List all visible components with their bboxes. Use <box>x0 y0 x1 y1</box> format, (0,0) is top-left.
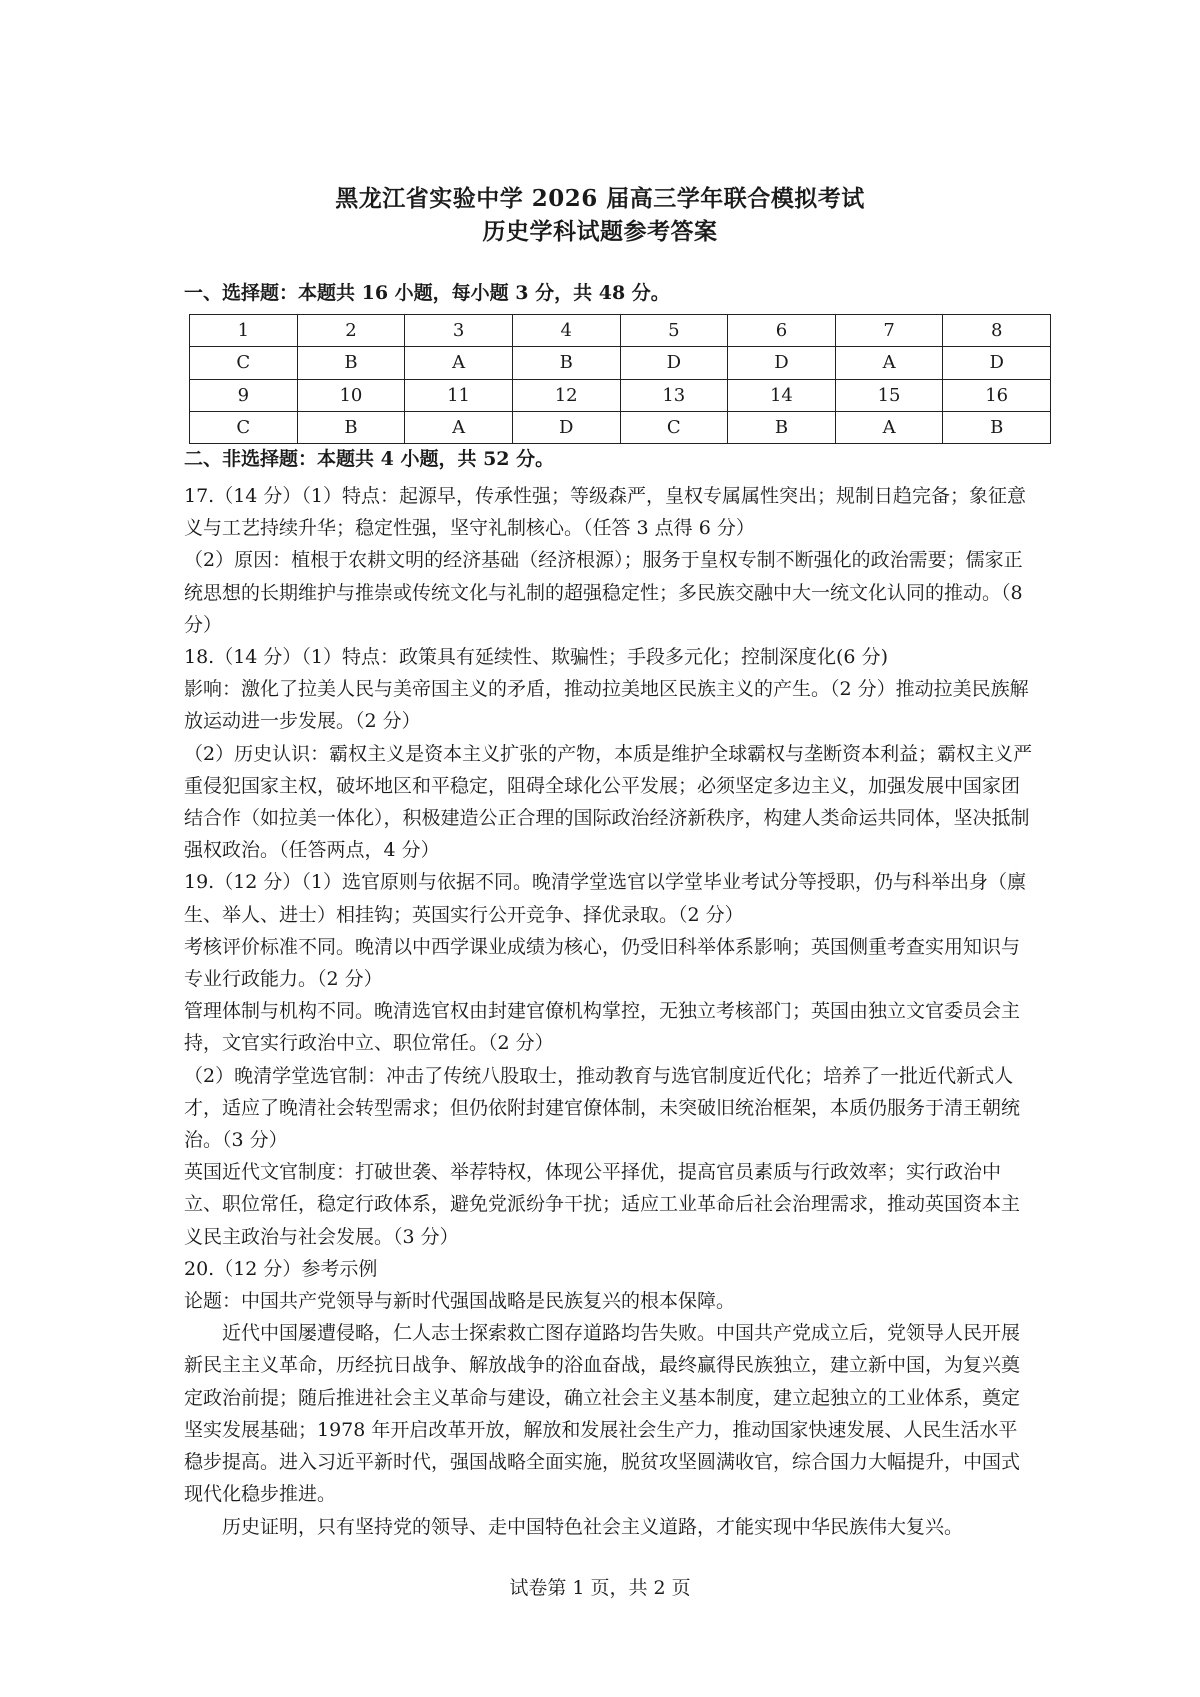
section-heading-choice: 一、选择题：本题共 16 小题，每小题 3 分，共 48 分。 <box>184 282 670 304</box>
answer-paragraph: 英国近代文官制度：打破世袭、举荐特权，体现公平择优，提高官员素质与行政效率；实行政治中立、职位常任，稳定行政体系，避免党派纷争干扰；适应工业革命后社会治理需求，推动英国资本主义民主政治与社会发展。（3 分） <box>184 1161 1021 1248</box>
answer-paragraph: （2）历史认识：霸权主义是资本主义扩张的产物，本质是维护全球霸权与垄断资本利益；霸权主义严重侵犯国家主权，破坏地区和平稳定，阻碍全球化公平发展；必须坚定多边主义，加强发展中国家团结合作（如拉美一体化），积极建造公正合理的国际政治经济新秩序，构建人类命运共同体，坚决抵制强权政治。（任答两点，4 分） <box>184 742 1033 862</box>
question-number-cell: 4 <box>512 315 620 347</box>
answer-letter-cell: B <box>943 411 1051 443</box>
answer-paragraph: （2）原因：植根于农耕文明的经济基础（经济根源）；服务于皇权专制不断强化的政治需要；儒家正统思想的长期维护与推崇或传统文化与礼制的超强稳定性；多民族交融中大一统文化认同的推动。（8 分） <box>184 549 1023 636</box>
question-number-cell: 10 <box>297 379 405 411</box>
answer-letter-cell: A <box>405 411 513 443</box>
answer-letter-cell: A <box>835 411 943 443</box>
answer-paragraph: 影响：激化了拉美人民与美帝国主义的矛盾，推动拉美地区民族主义的产生。（2 分）推动拉美民族解放运动进一步发展。（2 分） <box>184 678 1029 733</box>
answer-letter-cell: D <box>512 411 620 443</box>
answer-letter-cell: D <box>728 347 836 379</box>
answer-letter-cell: A <box>835 347 943 379</box>
answer-paragraph: 17.（14 分）（1）特点：起源早，传承性强；等级森严，皇权专属属性突出；规制日趋完备；象征意义与工艺持续升华；稳定性强，坚守礼制核心。（任答 3 点得 6 分） <box>184 485 1027 540</box>
question-number-cell: 11 <box>405 379 513 411</box>
answer-letter-cell: D <box>620 347 728 379</box>
essay-paragraph: 历史证明，只有坚持党的领导、走中国特色社会主义道路，才能实现中华民族伟大复兴。 <box>222 1515 964 1538</box>
answer-letter-cell: C <box>620 411 728 443</box>
answer-table-row <box>190 347 1051 379</box>
section-heading-nonchoice: 二、非选择题：本题共 4 小题，共 52 分。 <box>184 448 555 470</box>
question-number-cell: 2 <box>297 315 405 347</box>
answer-letter-cell: B <box>512 347 620 379</box>
essay-paragraph: 近代中国屡遭侵略，仁人志士探索救亡图存道路均告失败。中国共产党成立后，党领导人民开展新民主主义革命，历经抗日战争、解放战争的浴血奋战，最终赢得民族独立，建立新中国，为复兴奠定政治前提；随后推进社会主义革命与建设，确立社会主义基本制度，建立起独立的工业体系，奠定坚实发展基础；1978 年开启改革开放，解放和发展社会生产力，推动国家快速发展、人民生活水平稳步提高。进入习近平新时代，强国战略全面实施，脱贫攻坚圆满收官，综合国力大幅提升，中国式现代化稳步推进。 <box>184 1322 1021 1506</box>
question-number-cell: 14 <box>728 379 836 411</box>
question-number-cell: 5 <box>620 315 728 347</box>
question-number-cell: 7 <box>835 315 943 347</box>
answer-paragraph: 20.（12 分）参考示例 <box>184 1257 378 1280</box>
document-title: 黑龙江省实验中学 2026 届高三学年联合模拟考试 <box>335 185 865 212</box>
answer-paragraph: 19.（12 分）（1）选官原则与依据不同。晚清学堂选官以学堂毕业考试分等授职，仍与科举出身（廪生、举人、进士）相挂钩；英国实行公开竞争、择优录取。（2 分） <box>184 871 1027 926</box>
question-number-cell: 3 <box>405 315 513 347</box>
answer-table-row <box>190 379 1051 411</box>
answer-paragraph: 论题：中国共产党领导与新时代强国战略是民族复兴的根本保障。 <box>184 1290 736 1313</box>
answer-table <box>189 314 1051 444</box>
question-number-cell: 8 <box>943 315 1051 347</box>
answer-letter-cell: C <box>190 347 298 379</box>
question-number-cell: 13 <box>620 379 728 411</box>
question-number-cell: 15 <box>835 379 943 411</box>
answer-table-row <box>190 315 1051 347</box>
answer-paragraph: （2）晚清学堂选官制：冲击了传统八股取士，推动教育与选官制度近代化；培养了一批近代新式人才，适应了晚清社会转型需求；但仍依附封建官僚体制，未突破旧统治框架，本质仍服务于清王朝统治。（3 分） <box>184 1064 1021 1152</box>
question-number-cell: 9 <box>190 379 298 411</box>
answer-letter-cell: C <box>190 411 298 443</box>
answer-letter-cell: B <box>297 347 405 379</box>
answer-paragraph: 管理体制与机构不同。晚清选官权由封建官僚机构掌控，无独立考核部门；英国由独立文官委员会主持，文官实行政治中立、职位常任。（2 分） <box>184 1000 1021 1055</box>
answer-body-text <box>184 480 1034 1543</box>
question-number-cell: 12 <box>512 379 620 411</box>
answer-letter-cell: A <box>405 347 513 379</box>
answer-paragraph: 18.（14 分）（1）特点：政策具有延续性、欺骗性；手段多元化；控制深度化(6 分) <box>184 646 888 669</box>
question-number-cell: 1 <box>190 315 298 347</box>
answer-letter-cell: D <box>943 347 1051 379</box>
document-subtitle: 历史学科试题参考答案 <box>482 218 718 245</box>
answer-letter-cell: B <box>297 411 405 443</box>
page-footer: 试卷第 1 页，共 2 页 <box>509 1577 691 1599</box>
answer-table-row <box>190 411 1051 443</box>
question-number-cell: 6 <box>728 315 836 347</box>
question-number-cell: 16 <box>943 379 1051 411</box>
answer-letter-cell: B <box>728 411 836 443</box>
answer-paragraph: 考核评价标准不同。晚清以中西学课业成绩为核心，仍受旧科举体系影响；英国侧重考查实用知识与专业行政能力。（2 分） <box>184 935 1021 991</box>
